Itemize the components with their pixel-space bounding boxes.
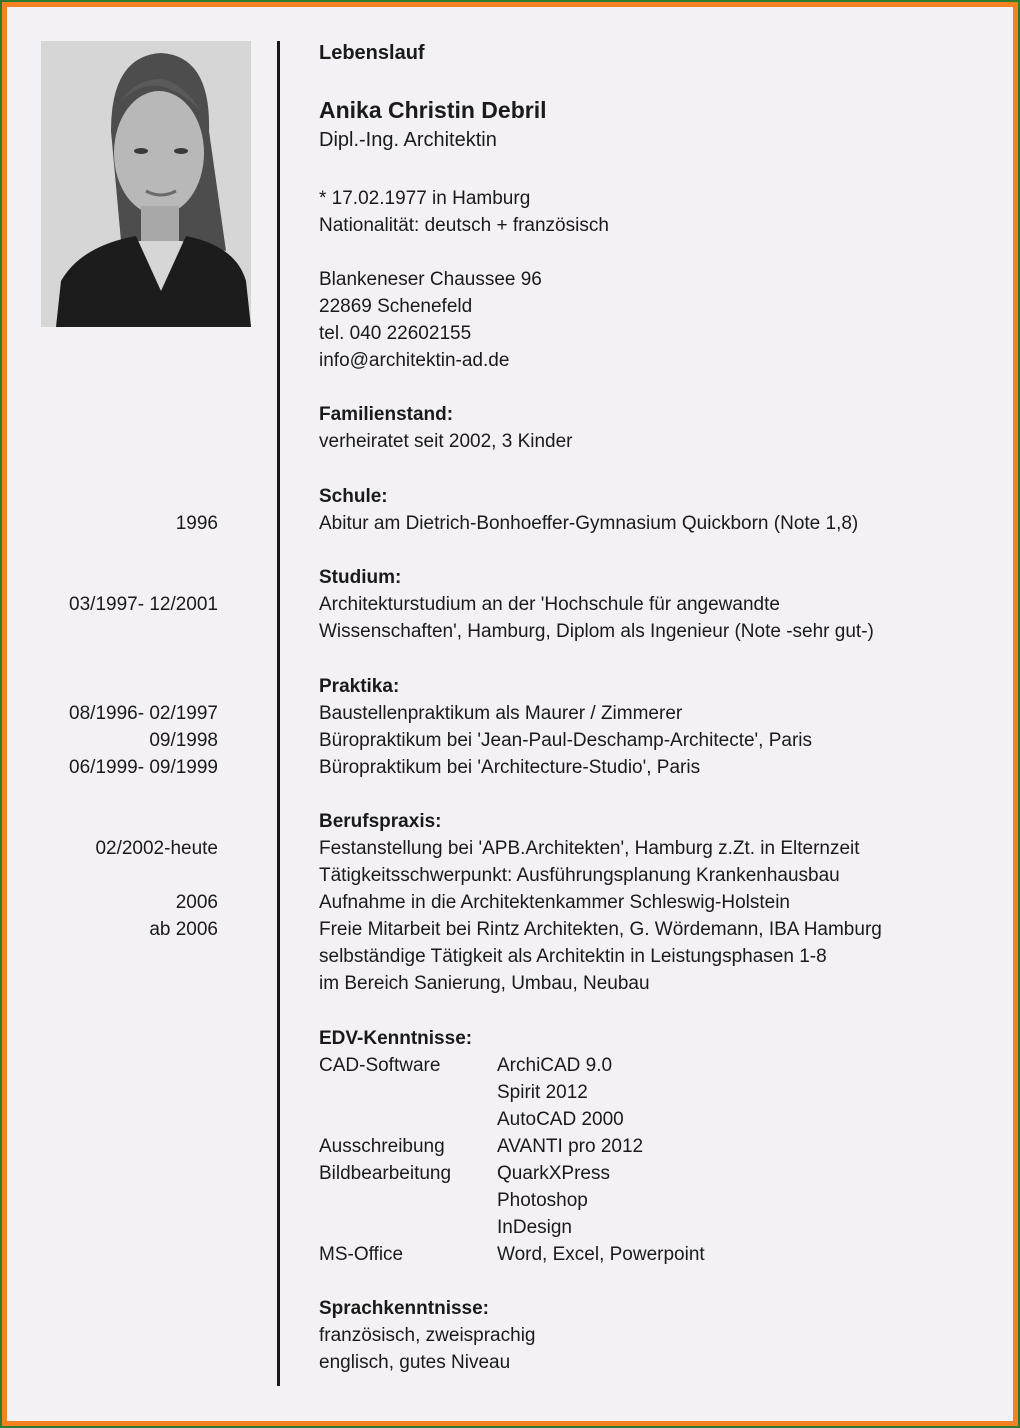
date-label: 1996 xyxy=(175,513,218,534)
career-line: Festanstellung bei 'APB.Architekten', Hamburg z.Zt. in Elternzeit xyxy=(319,838,860,859)
skill-row xyxy=(319,1187,705,1214)
profession: Dipl.-Ing. Architektin xyxy=(319,129,497,151)
school-entry: Abitur am Dietrich-Bonhoeffer-Gymnasium Quickborn (Note 1,8) xyxy=(319,513,859,534)
skill-category xyxy=(319,1079,497,1106)
skill-item: Spirit 2012 xyxy=(497,1082,588,1103)
date-label xyxy=(27,862,218,889)
career-line: selbständige Tätigkeit als Architektin in Leistungsphasen 1-8 xyxy=(319,946,827,967)
skill-item: QuarkXPress xyxy=(497,1163,610,1184)
nationality: Nationalität: deutsch + französisch xyxy=(319,215,609,236)
skill-row xyxy=(319,1079,705,1106)
city: 22869 Schenefeld xyxy=(319,296,473,317)
header-block xyxy=(319,40,425,67)
it-skills-section xyxy=(319,1025,705,1268)
skill-category xyxy=(319,1214,497,1241)
section-heading-it-skills: EDV-Kenntnisse: xyxy=(319,1028,473,1049)
career-section xyxy=(319,808,882,997)
section-heading-family: Familienstand: xyxy=(319,404,454,425)
skill-row xyxy=(319,1160,705,1187)
document-heading: Lebenslauf xyxy=(319,42,425,64)
address-block xyxy=(319,266,542,374)
skill-row xyxy=(319,1214,705,1241)
career-line: Freie Mitarbeit bei Rintz Architekten, G. Wördemann, IBA Hamburg xyxy=(319,919,882,940)
section-heading-career: Berufspraxis: xyxy=(319,811,442,832)
skill-item: AVANTI pro 2012 xyxy=(497,1136,644,1157)
birth-block xyxy=(319,185,609,239)
portrait-image xyxy=(41,41,251,327)
section-heading-languages: Sprachkenntnisse: xyxy=(319,1298,489,1319)
internship-entry: Büropraktikum bei 'Architecture-Studio', Paris xyxy=(319,757,701,778)
skill-item: Photoshop xyxy=(497,1190,588,1211)
skill-row xyxy=(319,1133,705,1160)
birth-info: * 17.02.1977 in Hamburg xyxy=(319,188,531,209)
language-entry: englisch, gutes Niveau xyxy=(319,1352,511,1373)
section-heading-internships: Praktika: xyxy=(319,676,400,697)
date-study xyxy=(27,591,218,618)
languages-section xyxy=(319,1295,535,1376)
skill-category: Ausschreibung xyxy=(319,1136,445,1157)
date-label: 02/2002-heute xyxy=(95,838,218,859)
study-line: Architekturstudium an der 'Hochschule für angewandte xyxy=(319,594,780,615)
street: Blankeneser Chaussee 96 xyxy=(319,269,542,290)
career-line: Aufnahme in die Architektenkammer Schleswig-Holstein xyxy=(319,892,790,913)
profile-photo xyxy=(41,41,251,327)
study-line: Wissenschaften', Hamburg, Diplom als Ingenieur (Note -sehr gut-) xyxy=(319,621,874,642)
date-label: 03/1997- 12/2001 xyxy=(69,594,218,615)
vertical-divider xyxy=(277,41,280,1386)
skill-category: Bildbearbeitung xyxy=(319,1163,452,1184)
skill-row xyxy=(319,1052,705,1079)
phone: tel. 040 22602155 xyxy=(319,323,472,344)
career-line: Tätigkeitsschwerpunkt: Ausführungsplanung Krankenhausbau xyxy=(319,865,840,886)
skill-row xyxy=(319,1241,705,1268)
section-heading-study: Studium: xyxy=(319,567,402,588)
date-school xyxy=(27,510,218,537)
family-status: verheiratet seit 2002, 3 Kinder xyxy=(319,431,573,452)
dates-internships xyxy=(27,700,218,781)
identity-block xyxy=(319,95,546,155)
skill-item: Word, Excel, Powerpoint xyxy=(497,1244,705,1265)
skill-category xyxy=(319,1106,497,1133)
school-section xyxy=(319,483,858,537)
email-link[interactable]: info@architektin-ad.de xyxy=(319,350,510,371)
date-label: ab 2006 xyxy=(149,919,218,940)
skill-item: AutoCAD 2000 xyxy=(497,1109,624,1130)
date-label: 08/1996- 02/1997 xyxy=(69,703,218,724)
resume-page xyxy=(7,7,1013,1421)
internship-entry: Baustellenpraktikum als Maurer / Zimmerer xyxy=(319,703,683,724)
language-entry: französisch, zweisprachig xyxy=(319,1325,536,1346)
date-label: 2006 xyxy=(175,892,218,913)
section-heading-school: Schule: xyxy=(319,486,388,507)
date-label: 06/1999- 09/1999 xyxy=(69,757,218,778)
skill-category xyxy=(319,1187,497,1214)
study-section xyxy=(319,564,874,645)
skill-category: MS-Office xyxy=(319,1244,404,1265)
skill-item: ArchiCAD 9.0 xyxy=(497,1055,613,1076)
skill-category: CAD-Software xyxy=(319,1055,441,1076)
person-name: Anika Christin Debril xyxy=(319,97,547,123)
dates-career xyxy=(27,835,218,943)
family-section xyxy=(319,401,573,455)
internships-section xyxy=(319,673,812,781)
skill-item: InDesign xyxy=(497,1217,572,1238)
career-line: im Bereich Sanierung, Umbau, Neubau xyxy=(319,973,650,994)
internship-entry: Büropraktikum bei 'Jean-Paul-Deschamp-Architecte', Paris xyxy=(319,730,813,751)
date-label: 09/1998 xyxy=(149,730,218,751)
skill-row xyxy=(319,1106,705,1133)
